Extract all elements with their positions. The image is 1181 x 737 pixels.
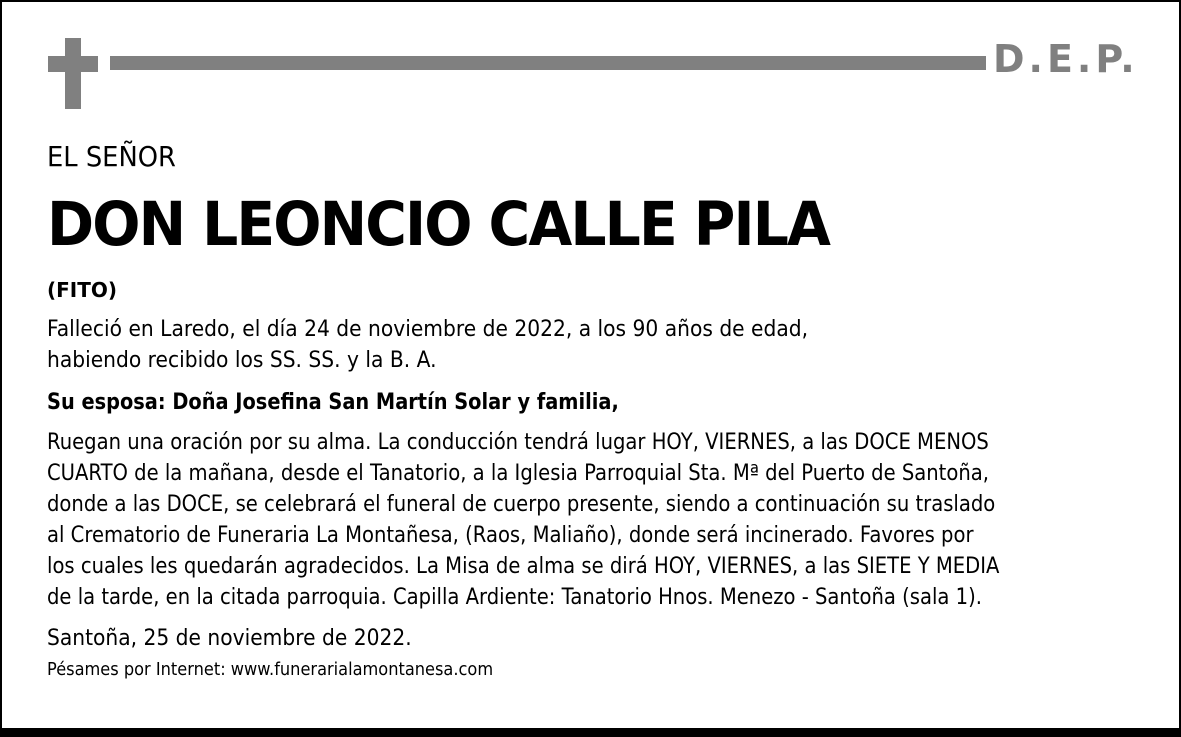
deceased-name: DON LEONCIO CALLE PILA [47, 189, 830, 260]
funeral-details-line: CUARTO de la mañana, desde el Tanatorio, a la Iglesia Parroquial Sta. Mª del Puerto de Santoña, [47, 461, 989, 486]
funeral-details-line: Ruegan una oración por su alma. La conducción tendrá lugar HOY, VIERNES, a las DOCE MENOS [47, 430, 989, 455]
cross-icon-vertical [65, 38, 81, 109]
funeral-details [47, 427, 999, 613]
cross-icon-horizontal [48, 56, 98, 72]
condolences-website: Pésames por Internet: www.funerarialamontanesa.com [47, 659, 494, 680]
family-line: Su esposa: Doña Josefina San Martín Solar y familia, [47, 390, 619, 415]
death-details [47, 314, 808, 376]
dep-label: D.E.P. [993, 37, 1139, 81]
header-rule [110, 56, 986, 70]
place-date: Santoña, 25 de noviembre de 2022. [47, 626, 412, 651]
death-details-line: Falleció en Laredo, el día 24 de noviembre de 2022, a los 90 años de edad, [47, 317, 809, 342]
deceased-nickname: (FITO) [47, 278, 118, 302]
deceased-prefix: EL SEÑOR [47, 140, 176, 173]
funeral-details-line: los cuales les quedarán agradecidos. La Misa de alma se dirá HOY, VIERNES, a las SIETE Y MEDIA [47, 554, 1000, 579]
funeral-details-line: de la tarde, en la citada parroquia. Capilla Ardiente: Tanatorio Hnos. Menezo - Santoña (sala 1). [47, 585, 982, 610]
death-details-line: habiendo recibido los SS. SS. y la B. A. [47, 348, 437, 373]
funeral-details-line: donde a las DOCE, se celebrará el funeral de cuerpo presente, siendo a continuación su traslado [47, 492, 996, 517]
funeral-details-line: al Crematorio de Funeraria La Montañesa, (Raos, Maliaño), donde será incinerado. Favores por [47, 523, 974, 548]
